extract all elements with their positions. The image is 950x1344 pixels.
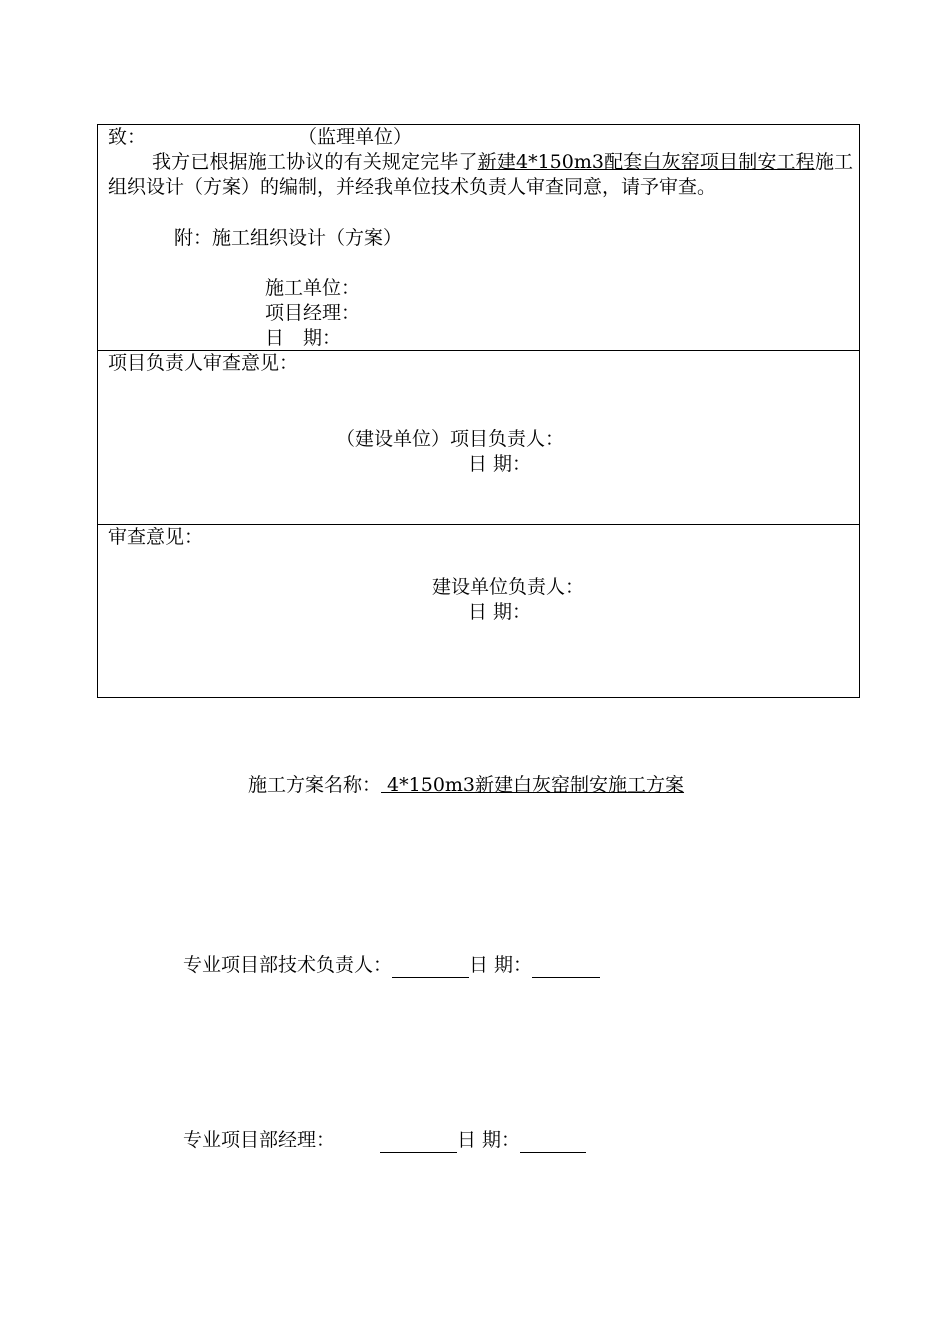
tech-lead-date-field[interactable] — [532, 957, 600, 978]
review-opinion-heading: 审查意见： — [108, 526, 204, 548]
submission-paragraph — [108, 150, 853, 200]
body-prefix: 我方已根据施工协议的有关规定完毕了 — [152, 151, 478, 173]
submission-section — [98, 125, 859, 351]
attachment-line: 附：施工组织设计（方案） — [174, 227, 403, 249]
review-opinion-section — [98, 525, 859, 697]
owner-lead-date-label: 日 期： — [468, 601, 532, 623]
body-suffix: 施工组织设计（方案）的编制，并经我单位技术负责人审查同意，请予审查。 — [108, 151, 853, 198]
manager-label: 专业项目部经理： — [183, 1129, 336, 1151]
manager-date-label: 日 期： — [457, 1129, 521, 1151]
project-lead-review-section — [98, 351, 859, 525]
construction-unit-label: 施工单位： — [265, 277, 361, 299]
project-lead-date-label: 日 期： — [468, 453, 532, 475]
date-label: 日 期： — [265, 327, 342, 349]
owner-project-lead-label: （建设单位）项目负责人： — [336, 428, 565, 450]
plan-name-label: 施工方案名称： — [248, 774, 382, 796]
manager-signature-line — [183, 1128, 586, 1153]
plan-name-value: 4*150m3新建白灰窑制安施工方案 — [381, 774, 685, 796]
supervisor-unit-label: （监理单位） — [298, 126, 413, 148]
tech-lead-signature-field[interactable] — [392, 957, 469, 978]
to-label: 致： — [108, 126, 147, 148]
approval-form-table — [97, 124, 860, 698]
owner-lead-label: 建设单位负责人： — [432, 576, 585, 598]
tech-lead-label: 专业项目部技术负责人： — [183, 954, 393, 976]
manager-signature-field[interactable] — [380, 1132, 457, 1153]
tech-lead-signature-line — [183, 953, 600, 978]
manager-date-field[interactable] — [520, 1132, 586, 1153]
plan-name-line — [248, 773, 684, 798]
project-manager-label: 项目经理： — [265, 302, 361, 324]
project-lead-review-heading: 项目负责人审查意见： — [108, 352, 299, 374]
tech-lead-date-label: 日 期： — [469, 954, 533, 976]
project-name: 新建4*150m3配套白灰窑项目制安工程 — [477, 151, 815, 173]
